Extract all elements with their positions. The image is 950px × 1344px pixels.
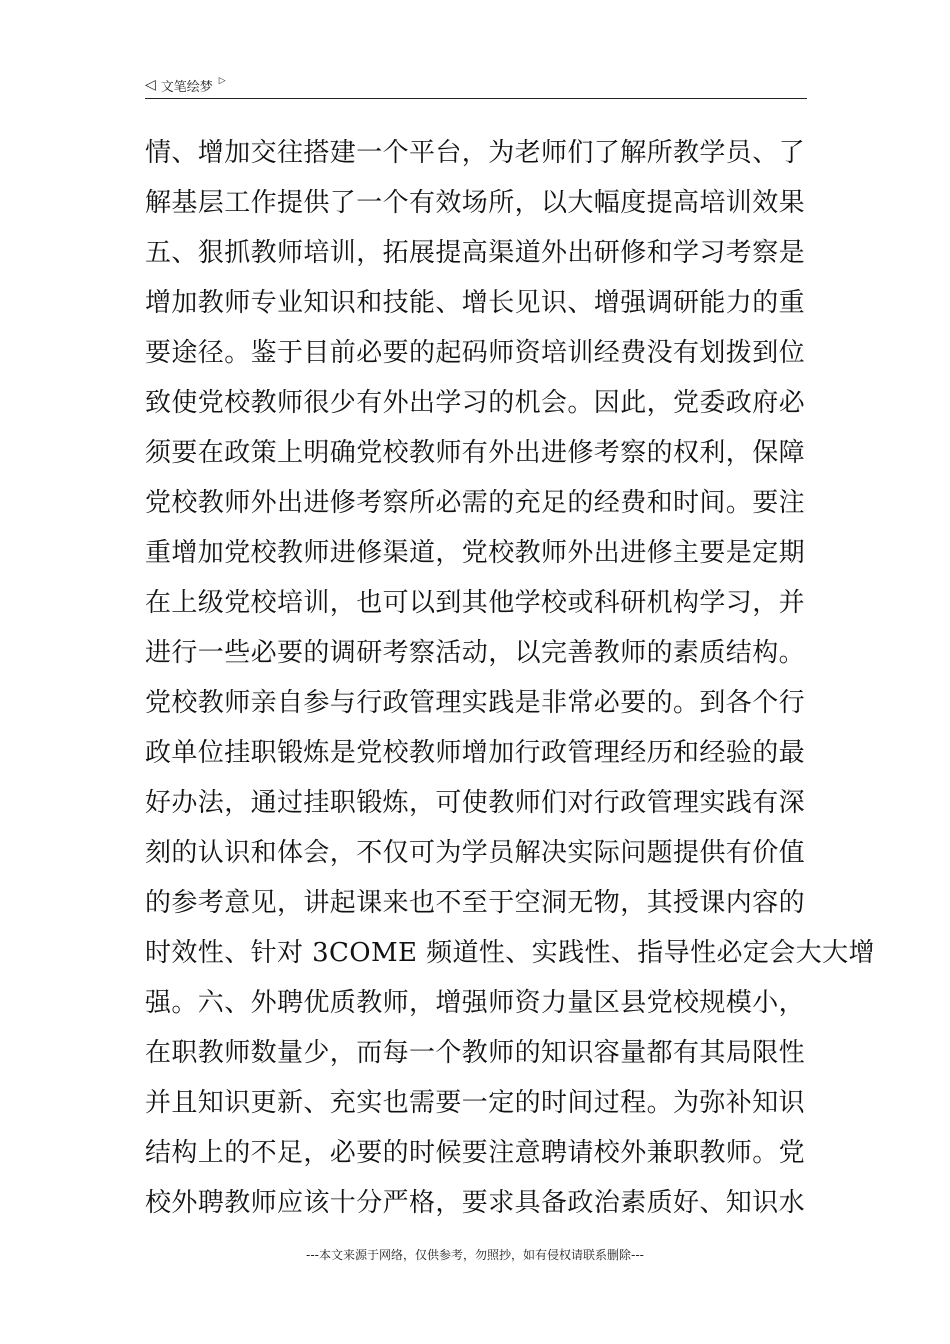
body-line: 须要在政策上明确党校教师有外出进修考察的权利，保障 (145, 438, 806, 468)
body-line: 致使党校教师很少有外出学习的机会。因此，党委政府必 (145, 388, 806, 418)
body-line: 五、狠抓教师培训，拓展提高渠道外出研修和学习考察是 (145, 238, 806, 268)
body-line: 解基层工作提供了一个有效场所，以大幅度提高培训效果 (145, 188, 806, 218)
header-title: 文笔绘梦 (160, 79, 213, 95)
body-line: 强。六、外聘优质教师，增强师资力量区县党校规模小， (145, 988, 806, 1018)
body-line: 在职教师数量少，而每一个教师的知识容量都有其局限性 (145, 1038, 806, 1068)
page-footer: ---本文来源于网络，仅供参考，勿照抄，如有侵权请联系删除--- (306, 1248, 644, 1262)
body-line: 校外聘教师应该十分严格，要求具备政治素质好、知识水 (145, 1188, 806, 1218)
triangle-right-icon: ▷ (218, 75, 226, 86)
body-line: 的参考意见，讲起课来也不至于空洞无物，其授课内容的 (145, 888, 806, 918)
body-line: 进行一些必要的调研考察活动，以完善教师的素质结构。 (145, 638, 806, 668)
body-line: 时效性、针对 3COME 频道性、实践性、指导性必定会大大增 (145, 938, 875, 968)
document-body (145, 128, 875, 1228)
body-line: 并且知识更新、充实也需要一定的时间过程。为弥补知识 (145, 1088, 806, 1118)
body-line: 好办法，通过挂职锻炼，可使教师们对行政管理实践有深 (145, 788, 806, 818)
body-line: 结构上的不足，必要的时候要注意聘请校外兼职教师。党 (145, 1138, 806, 1168)
body-line: 党校教师亲自参与行政管理实践是非常必要的。到各个行 (145, 688, 806, 718)
body-line: 政单位挂职锻炼是党校教师增加行政管理经历和经验的最 (145, 738, 806, 768)
body-line: 情、增加交往搭建一个平台，为老师们了解所教学员、了 (145, 138, 806, 168)
body-line: 刻的认识和体会，不仅可为学员解决实际问题提供有价值 (145, 838, 806, 868)
body-line: 在上级党校培训，也可以到其他学校或科研机构学习，并 (145, 588, 806, 618)
body-line: 重增加党校教师进修渠道，党校教师外出进修主要是定期 (145, 538, 806, 568)
body-line: 党校教师外出进修考察所必需的充足的经费和时间。要注 (145, 488, 806, 518)
body-line: 增加教师专业知识和技能、增长见识、增强调研能力的重 (145, 288, 806, 318)
triangle-left-icon: ◁ (145, 77, 156, 93)
body-line: 要途径。鉴于目前必要的起码师资培训经费没有划拨到位 (145, 338, 806, 368)
page-header (145, 73, 807, 97)
header-divider (145, 98, 807, 99)
